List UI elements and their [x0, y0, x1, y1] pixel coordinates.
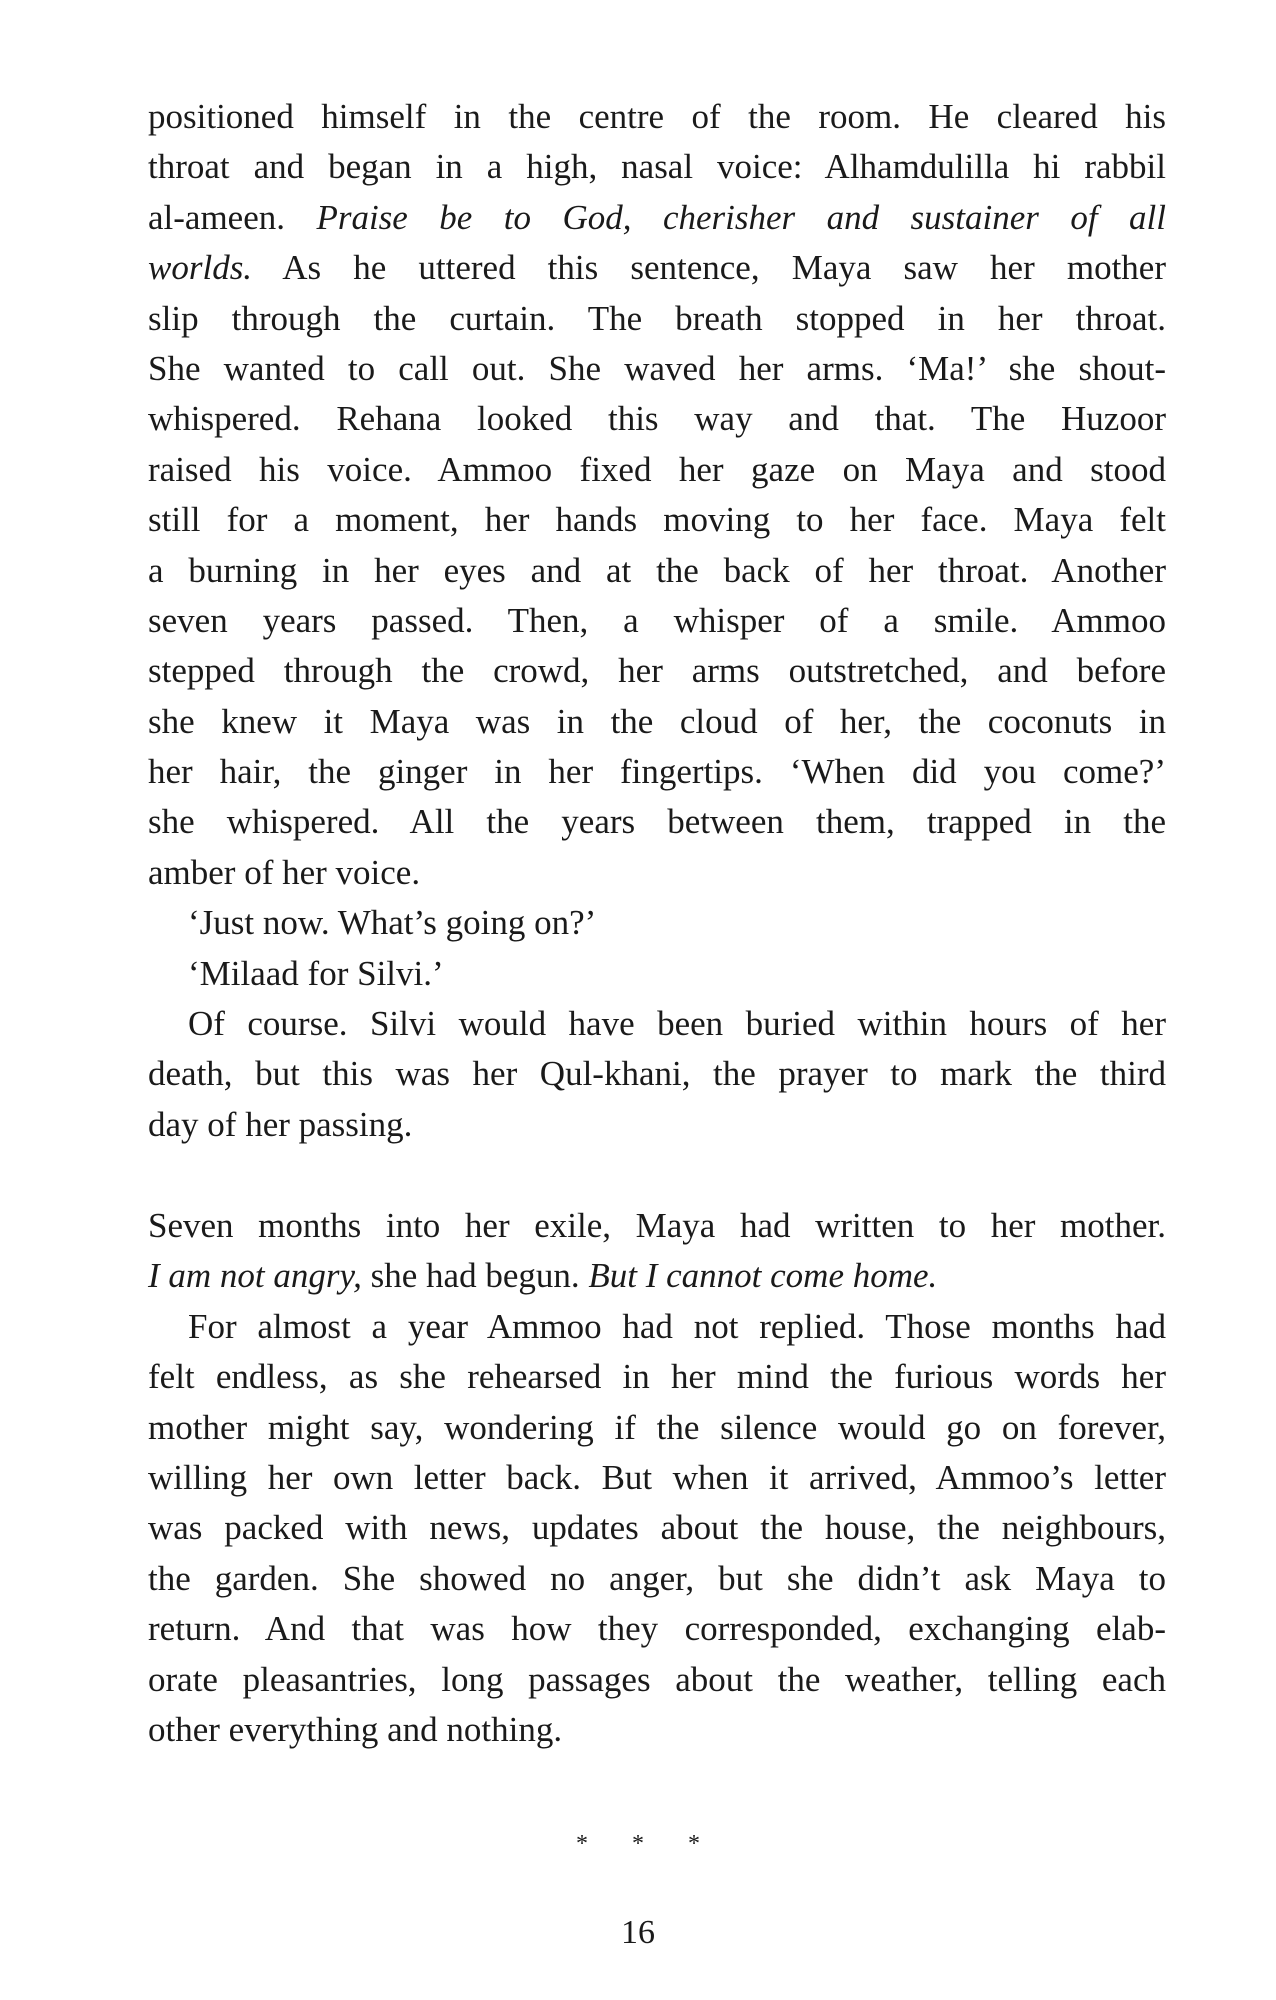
text-fragment: al-ameen. [148, 197, 317, 237]
text-line: seven years passed. Then, a whisper of a smile. Ammoo [148, 600, 1166, 640]
text-line: She wanted to call out. She waved her arms. ‘Ma!’ she shout- [148, 348, 1166, 388]
text-line: stepped through the crowd, her arms outstretched, and before [148, 651, 1166, 691]
text-line: whispered. Rehana looked this way and that. The Huzoor [148, 399, 1166, 439]
text-line [148, 243, 1166, 293]
text-line: return. And that was how they corresponded, exchanging elab- [148, 1609, 1166, 1649]
text-line: positioned himself in the centre of the room. He cleared his [148, 97, 1166, 136]
paragraph-block-upper [148, 92, 1166, 1150]
italic-text: But I cannot come home. [588, 1256, 938, 1296]
text-line [148, 193, 1166, 243]
text-line: other everything and nothing. [148, 1709, 563, 1749]
text-line: she whispered. All the years between them, trapped in the [148, 802, 1166, 842]
text-line: she knew it Maya was in the cloud of her, the coconuts in [148, 701, 1166, 741]
italic-text: I am not angry, [148, 1256, 362, 1296]
text-line: throat and began in a high, nasal voice: Alhamdulilla hi rabbil [148, 147, 1166, 187]
text-line: orate pleasantries, long passages about the weather, telling each [148, 1659, 1166, 1699]
dialogue-line: ‘Just now. What’s going on?’ [188, 903, 597, 943]
text-line: willing her own letter back. But when it arrived, Ammoo’s letter [148, 1457, 1166, 1497]
dialogue-line: ‘Milaad for Silvi.’ [188, 953, 444, 993]
text-line: raised his voice. Ammoo fixed her gaze on Maya and stood [148, 449, 1166, 489]
italic-text: Praise be to God, cherisher and sustainer of all [316, 197, 1166, 237]
text-fragment: she had begun. [361, 1256, 589, 1296]
text-line: mother might say, wondering if the silence would go on forever, [148, 1407, 1166, 1447]
text-line: was packed with news, updates about the house, the neighbours, [148, 1508, 1166, 1548]
text-fragment: As he uttered this sentence, Maya saw her mother [252, 248, 1166, 288]
section-break: * * * [576, 1831, 700, 1857]
text-line: amber of her voice. [148, 852, 421, 892]
text-line [148, 1251, 1166, 1301]
text-line: slip through the curtain. The breath stopped in her throat. [148, 298, 1166, 338]
text-line: For almost a year Ammoo had not replied. Those months had [188, 1306, 1166, 1346]
text-line: day of her passing. [148, 1104, 413, 1144]
text-line: the garden. She showed no anger, but she didn’t ask Maya to [148, 1558, 1166, 1598]
text-line: a burning in her eyes and at the back of her throat. Another [148, 550, 1166, 590]
text-line: Seven months into her exile, Maya had written to her mother. [148, 1206, 1166, 1245]
text-line: Of course. Silvi would have been buried within hours of her [188, 1004, 1166, 1044]
text-line: her hair, the ginger in her fingertips. ‘When did you come?’ [148, 752, 1166, 792]
italic-text: worlds. [148, 248, 253, 288]
paragraph-block-lower [148, 1201, 1166, 1755]
text-line: felt endless, as she rehearsed in her mind the furious words her [148, 1357, 1166, 1397]
text-line: death, but this was her Qul-khani, the prayer to mark the third [148, 1054, 1166, 1094]
page-number: 16 [621, 1914, 655, 1951]
text-line: still for a moment, her hands moving to her face. Maya felt [148, 500, 1166, 540]
